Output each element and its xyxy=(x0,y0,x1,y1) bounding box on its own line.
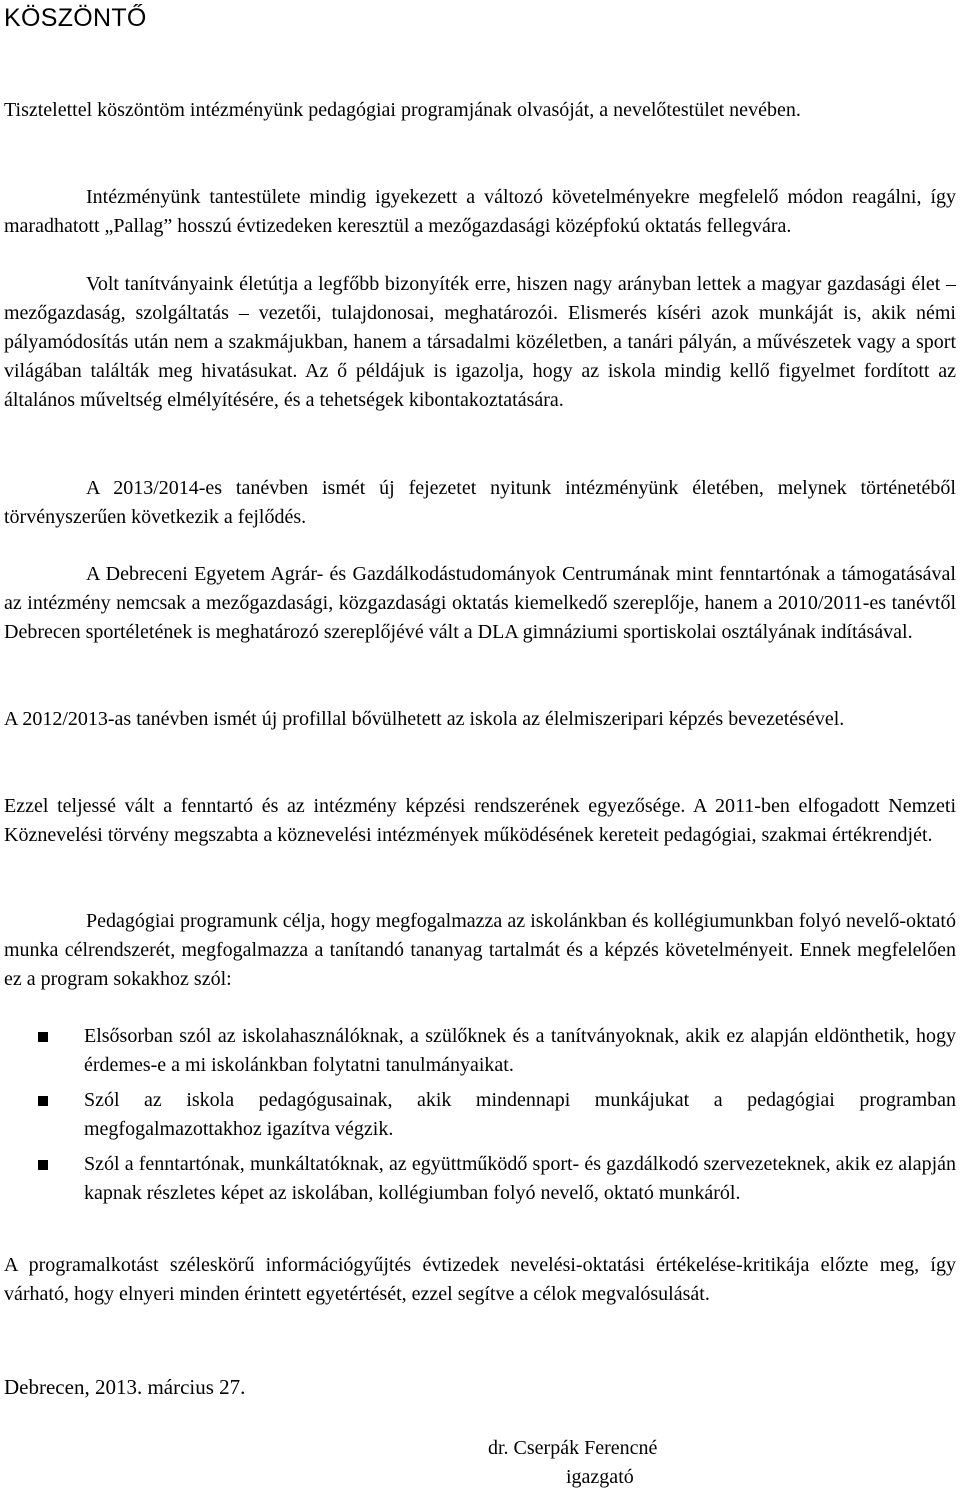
closing-paragraph: A programalkotást széleskörű információgyűjtés évtizedek nevelési-oktatási értékelése-kritikája előzte meg, így várható, hogy elnyeri minden érintett egyetértését, ezzel segítve a célok megvalósulását. xyxy=(4,1254,956,1305)
square-bullet-icon xyxy=(38,1096,48,1106)
square-bullet-icon xyxy=(38,1032,48,1042)
greeting-paragraph: Tisztelettel köszöntöm intézményünk pedagógiai programjának olvasóját, a nevelőtestület nevében. xyxy=(4,99,801,121)
list-item-text: Elsősorban szól az iskolahasználóknak, a szülőknek és a tanítványoknak, akik ez alapján eldönthetik, hogy érdemes-e a mi iskolánkban folytatni tanulmányaikat. xyxy=(84,1025,956,1076)
list-item xyxy=(4,1022,956,1080)
date-line: Debrecen, 2013. március 27. xyxy=(4,1375,246,1399)
tradition-paragraph: Intézményünk tantestülete mindig igyekezett a változó követelményekre megfelelő módon reagálni, így maradhatott „Pallag” hosszú évtizedeken keresztül a mezőgazdasági középfokú oktatás fellegvára. xyxy=(4,186,956,237)
list-item xyxy=(4,1150,956,1208)
maintainer-paragraph: A Debreceni Egyetem Agrár- és Gazdálkodástudományok Centrumának mint fenntartónak a támogatásával az intézmény nemcsak a mezőgazdasági, közgazdasági oktatás kiemelkedő szereplője, hanem a 2010/2011-es tanévtől Debrecen sportéletének is meghatározó szereplőjévé vált a DLA gimnáziumi sportiskolai osztályának indításával. xyxy=(4,563,956,643)
list-item-text: Szól a fenntartónak, munkáltatóknak, az együttműködő sport- és gazdálkodó szervezeteknek, akik ez alapján kapnak részletes képet az iskolában, kollégiumban folyó nevelő, oktató munkáról. xyxy=(84,1153,956,1204)
list-item xyxy=(4,1086,956,1144)
new-chapter-paragraph: A 2013/2014-es tanévben ismét új fejezetet nyitunk intézményünk életében, melynek történetéből törvényszerűen következik a fejlődés. xyxy=(4,477,956,528)
signature-role: igazgató xyxy=(566,1466,634,1488)
alumni-paragraph: Volt tanítványaink életútja a legfőbb bizonyíték erre, hiszen nagy arányban lettek a magyar gazdasági élet – mezőgazdaság, szolgáltatás – vezetői, tulajdonosai, meghatározói. Elismerés kíséri azok munkáját is, akik némi pályamódosítás után nem a szakmájukban, hanem a társadalmi közéletben, a tanári pályán, a művészetek vagy a sport világában találták meg hivatásukat. Az ő példájuk is igazolja, hogy az iskola mindig kellő figyelmet fordított az általános műveltség elmélyítésére, és a tehetségek kibontakoztatására. xyxy=(4,273,956,411)
signature-name: dr. Cserpák Ferencné xyxy=(488,1437,658,1459)
audience-list xyxy=(4,1022,956,1214)
square-bullet-icon xyxy=(38,1160,48,1170)
page-title: KÖSZÖNTŐ xyxy=(4,4,147,32)
education-law-paragraph: Ezzel teljessé vált a fenntartó és az intézmény képzési rendszerének egyezősége. A 2011-ben elfogadott Nemzeti Köznevelési törvény megszabta a köznevelési intézmények működésének kereteit pedagógiai, szakmai értékrendjét. xyxy=(4,795,956,846)
food-industry-paragraph: A 2012/2013-as tanévben ismét új profillal bővülhetett az iskola az élelmiszeripari képzés bevezetésével. xyxy=(4,708,845,730)
list-item-text: Szól az iskola pedagógusainak, akik mindennapi munkájukat a pedagógiai programban megfogalmazottakhoz igazítva végzik. xyxy=(84,1089,956,1140)
program-goal-paragraph: Pedagógiai programunk célja, hogy megfogalmazza az iskolánkban és kollégiumunkban folyó nevelő-oktató munka célrendszerét, megfogalmazza a tanítandó tananyag tartalmát és a képzés követelményeit. Ennek megfelelően ez a program sokakhoz szól: xyxy=(4,910,956,990)
